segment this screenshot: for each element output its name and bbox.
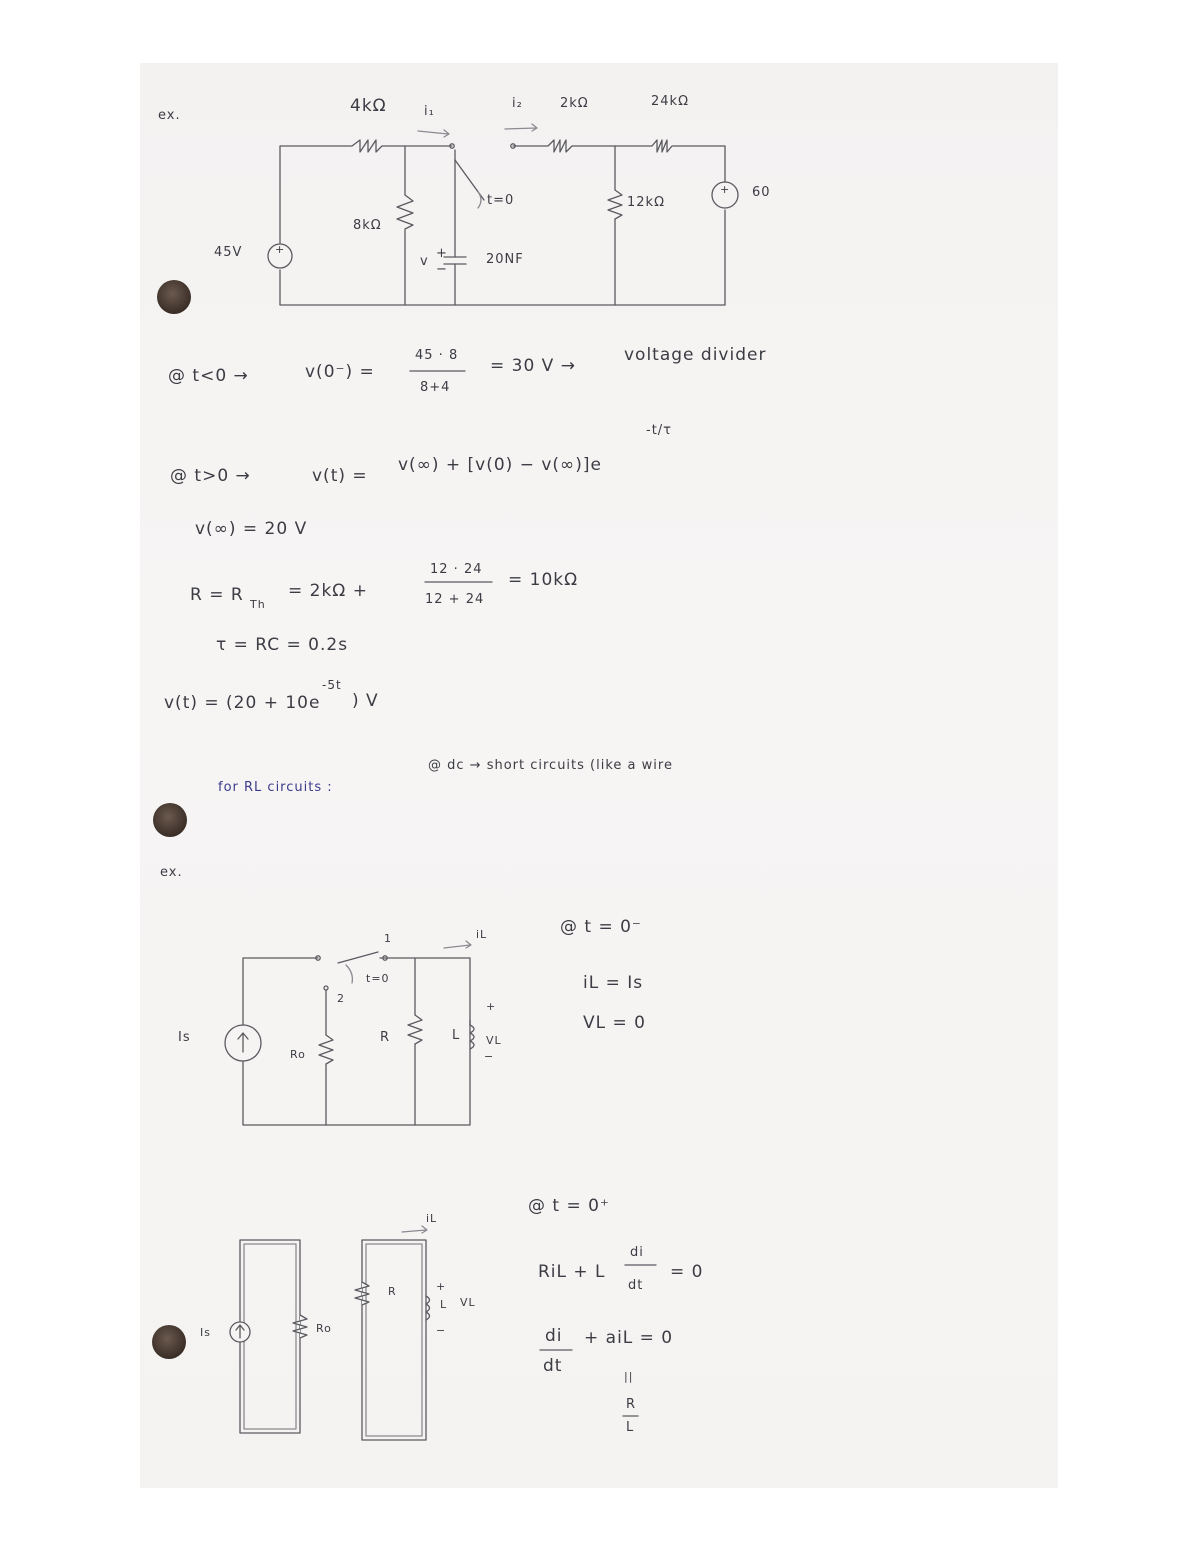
t0-plus-eq1-num: di <box>630 1245 644 1260</box>
current-source-is-label: Is <box>178 1030 191 1045</box>
capacitor-label: 20NF <box>486 252 524 267</box>
sub-plus: + <box>436 1280 447 1293</box>
inductor-minus: − <box>484 1050 495 1063</box>
t0-plus-eq1-rhs: = 0 <box>670 1262 704 1282</box>
sub-ro-label: Ro <box>316 1322 332 1335</box>
t0-plus-title: @ t = 0⁺ <box>528 1196 610 1216</box>
t0-plus-eq1-lhs: RiL + L <box>538 1262 606 1282</box>
eq1-denominator: 8+4 <box>420 380 451 395</box>
t0-minus-line2: VL = 0 <box>583 1013 646 1033</box>
example-label-2: ex. <box>160 865 183 880</box>
t0-plus-eq2-mid: + aiL = 0 <box>584 1328 674 1348</box>
resistor-4k-label: 4kΩ <box>350 96 387 116</box>
t0-plus-eq1-den: dt <box>628 1278 644 1293</box>
resistor-2k-label: 2kΩ <box>560 96 589 111</box>
eq6-rhs: ) V <box>352 691 379 711</box>
inductor-plus: + <box>486 1000 497 1013</box>
switch-time-label-2: t=0 <box>366 972 390 985</box>
eq2-lhs: v(t) = <box>312 466 368 486</box>
resistor-ro-label: Ro <box>290 1048 306 1061</box>
eq2-exponent: -t/τ <box>646 423 672 438</box>
source-60v-plus: + <box>720 183 731 196</box>
example-label: ex. <box>158 108 181 123</box>
eq1-numerator: 45 · 8 <box>415 348 459 363</box>
resistor-24k-label: 24kΩ <box>651 94 690 109</box>
t0-plus-eq2-den: dt <box>543 1356 563 1376</box>
t0-minus-line1: iL = Is <box>583 973 644 993</box>
eq4-numerator: 12 · 24 <box>430 562 483 577</box>
source-60v-label: 60 <box>752 185 771 200</box>
t0-plus-eq2-num: di <box>545 1326 563 1346</box>
source-45v-plus: + <box>275 243 286 256</box>
sub-vl-label: VL <box>460 1296 476 1309</box>
eq1-result: = 30 V → <box>490 356 576 376</box>
eq2-prefix: @ t>0 → <box>170 466 251 486</box>
resistor-12k-label: 12kΩ <box>627 195 666 210</box>
t0-plus-equals-sign: || <box>624 1370 634 1383</box>
rl-circuits-label: for RL circuits : <box>218 780 333 795</box>
eq2-expression: v(∞) + [v(0) − v(∞)]e <box>398 455 602 475</box>
switch-pos1-label: 1 <box>384 932 392 945</box>
switch-pos2-label: 2 <box>337 992 345 1005</box>
eq1-lhs: v(0⁻) = <box>305 362 375 382</box>
resistor-r-label: R <box>380 1030 391 1045</box>
eq3: v(∞) = 20 V <box>195 519 308 539</box>
eq5: τ = RC = 0.2s <box>216 635 349 655</box>
sub-r-label: R <box>388 1285 397 1298</box>
source-45v-label: 45V <box>214 245 243 260</box>
switch-time-label: t=0 <box>487 193 515 208</box>
capacitor-minus: − <box>436 262 448 277</box>
t0-minus-title: @ t = 0⁻ <box>560 917 642 937</box>
eq4-result: = 10kΩ <box>508 570 579 590</box>
t0-plus-frac-num: R <box>626 1397 637 1412</box>
eq6-exponent: -5t <box>322 678 342 692</box>
sub-is-label: Is <box>200 1326 211 1339</box>
sub-minus: − <box>436 1324 447 1337</box>
sub-l-label: L <box>440 1298 448 1311</box>
inductor-current-label: iL <box>476 928 488 941</box>
capacitor-plus: + <box>436 246 448 261</box>
eq1-prefix: @ t<0 → <box>168 366 249 386</box>
current-i1-label: i₁ <box>424 104 435 119</box>
current-i2-label: i₂ <box>512 96 523 111</box>
resistor-8k-label: 8kΩ <box>353 218 382 233</box>
t0-plus-frac-den: L <box>626 1420 635 1435</box>
rl-dc-note: @ dc → short circuits (like a wire <box>428 758 673 773</box>
capacitor-voltage-label: v <box>420 254 429 269</box>
eq4-mid: = 2kΩ + <box>288 581 368 601</box>
eq4-lhs: R = R <box>190 585 244 605</box>
eq1-note: voltage divider <box>624 345 767 365</box>
eq6-lhs: v(t) = (20 + 10e <box>164 693 321 713</box>
inductor-l-label: L <box>452 1028 461 1043</box>
eq4-denominator: 12 + 24 <box>425 592 485 607</box>
inductor-vl-label: VL <box>486 1034 502 1047</box>
sub-il-label: iL <box>426 1212 438 1225</box>
eq4-subscript: Th <box>250 598 266 611</box>
